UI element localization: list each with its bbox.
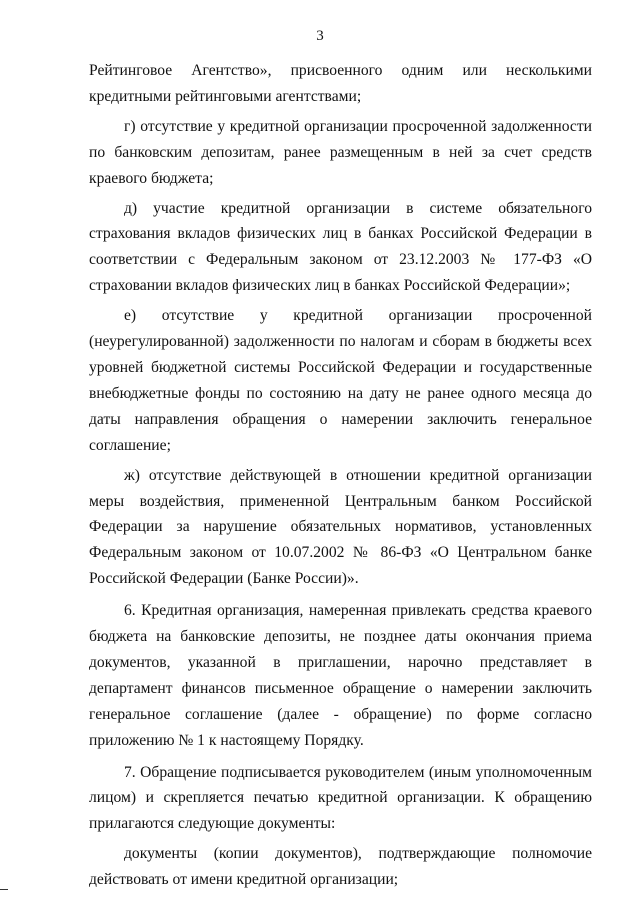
- paragraph-item-d: д) участие кредитной организации в системе обязательного страхования вкладов физических лиц в банках Российской Федерации в соответствии с Федеральным законом от 23.12.2003 № 177-ФЗ «О страховании вкладов физических лиц в банках Российской Федерации»;: [89, 199, 592, 295]
- paragraph-clause-7: 7. Обращение подписывается руководителем (иным уполномоченным лицом) и скрепляется печатью кредитной организации. К обращению прилагаются следующие документы:: [89, 763, 592, 833]
- paragraph-clause-6: 6. Кредитная организация, намеренная привлекать средства краевого бюджета на банковские депозиты, не позднее даты окончания приема документов, указанной в приглашении, нарочно представляет в департамент финансов письменное обращение о намерении заключить генеральное соглашение (далее - обращение) по форме согласно приложению № 1 к настоящему Порядку.: [89, 602, 592, 749]
- paragraph-docs-authority: документы (копии документов), подтверждающие полномочие действовать от имени кредитной организации;: [89, 845, 592, 889]
- paragraph-continuation: Рейтинговое Агентство», присвоенного одним или несколькими кредитными рейтинговыми агентствами;: [89, 62, 592, 105]
- margin-mark: [0, 889, 8, 890]
- paragraph-item-zh: ж) отсутствие действующей в отношении кредитной организации меры воздействия, примененной Центральным банком Российской Федерации за нарушение обязательных нормативов, установленных Федеральным законом от 10.07.2002 № 86-ФЗ «О Центральном банке Российской Федерации (Банке России)».: [89, 466, 592, 588]
- paragraph-item-g: г) отсутствие у кредитной организации просроченной задолженности по банковским депозитам, ранее размещенным в ней за счет средств краевого бюджета;: [89, 117, 592, 187]
- document-body: [89, 58, 592, 893]
- page-number: 3: [316, 28, 324, 44]
- paragraph-item-e: е) отсутствие у кредитной организации просроченной (неурегулированной) задолженности по налогам и сборам в бюджеты всех уровней бюджетной системы Российской Федерации и государственные внебюджетные фонды по состоянию на дату не ранее одного месяца до даты направления обращения о намерении заключить генеральное соглашение;: [89, 307, 592, 454]
